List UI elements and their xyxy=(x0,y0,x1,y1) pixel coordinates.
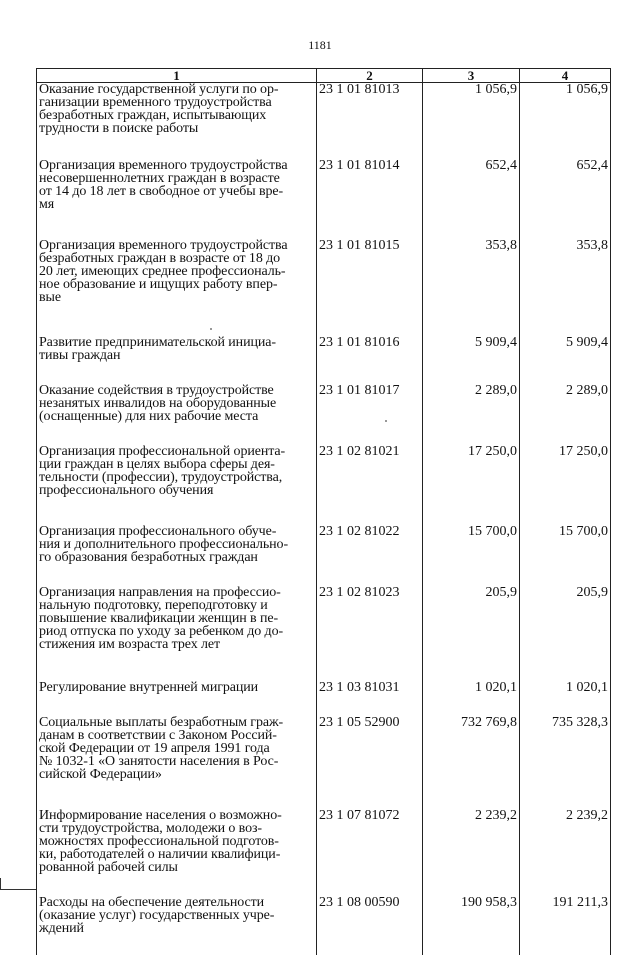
row-value-col4: 2 239,2 xyxy=(520,809,611,896)
row-name-cell xyxy=(37,445,317,525)
row-value-col4: 353,8 xyxy=(520,239,611,336)
table-row xyxy=(37,445,611,525)
scan-speck xyxy=(385,420,387,422)
row-name-line: тивы граждан xyxy=(39,349,314,362)
row-name-line: мя xyxy=(39,198,314,211)
row-value-col4: 191 211,3 xyxy=(520,896,611,955)
row-name-line: № 1032-1 «О занятости населения в Рос- xyxy=(39,755,314,768)
row-value-col3: 17 250,0 xyxy=(423,445,520,525)
row-name-line: Развитие предпринимательской инициа- xyxy=(39,336,314,349)
row-name-line: Социальные выплаты безработным граж- xyxy=(39,716,314,729)
row-name-line: ния и дополнительного профессионально- xyxy=(39,538,314,551)
row-value-col3: 190 958,3 xyxy=(423,896,520,955)
row-name-line: ганизации временного трудоустройства xyxy=(39,96,314,109)
row-name-line: данам в соответствии с Законом Россий- xyxy=(39,729,314,742)
budget-table xyxy=(36,68,611,955)
row-code-cell: 23 1 07 81072 xyxy=(317,809,423,896)
row-value-col3: 5 909,4 xyxy=(423,336,520,384)
row-name-line: Расходы на обеспечение деятельности xyxy=(39,896,314,909)
row-value-col4: 15 700,0 xyxy=(520,525,611,586)
row-name-line: (оказание услуг) государственных учре- xyxy=(39,909,314,922)
row-value-col3: 15 700,0 xyxy=(423,525,520,586)
row-value-col3: 1 020,1 xyxy=(423,681,520,716)
row-name-line: Организация профессионального обуче- xyxy=(39,525,314,538)
row-name-line: безработных граждан, испытывающих xyxy=(39,109,314,122)
table-row xyxy=(37,239,611,336)
row-name-line: (оснащенные) для них рабочие места xyxy=(39,410,314,423)
row-name-line: нальную подготовку, переподготовку и xyxy=(39,599,314,612)
row-code-cell: 23 1 05 52900 xyxy=(317,716,423,809)
row-value-col4: 652,4 xyxy=(520,159,611,239)
row-name-line: Организация направления на профессио- xyxy=(39,586,314,599)
row-name-line: ции граждан в целях выбора сферы дея- xyxy=(39,458,314,471)
row-code-cell: 23 1 08 00590 xyxy=(317,896,423,955)
row-value-col4: 5 909,4 xyxy=(520,336,611,384)
row-name-line: стижения им возраста трех лет xyxy=(39,638,314,651)
row-name-line: несовершеннолетних граждан в возрасте xyxy=(39,172,314,185)
column-header-1: 1 xyxy=(37,69,317,83)
row-value-col3: 353,8 xyxy=(423,239,520,336)
row-name-line: от 14 до 18 лет в свободное от учебы вре- xyxy=(39,185,314,198)
row-name-line: можностях профессиональной подготов- xyxy=(39,835,314,848)
table-header-row xyxy=(37,69,611,83)
row-code-cell: 23 1 01 81016 xyxy=(317,336,423,384)
row-name-line: Организация временного трудоустройства xyxy=(39,239,314,252)
row-name-line: сти трудоустройства, молодежи о воз- xyxy=(39,822,314,835)
row-name-cell xyxy=(37,384,317,445)
row-name-line: вые xyxy=(39,291,314,304)
table-row xyxy=(37,159,611,239)
table-row xyxy=(37,681,611,716)
row-value-col4: 17 250,0 xyxy=(520,445,611,525)
row-value-col3: 2 289,0 xyxy=(423,384,520,445)
row-value-col3: 1 056,9 xyxy=(423,83,520,160)
scan-speck xyxy=(210,328,212,330)
row-value-col4: 735 328,3 xyxy=(520,716,611,809)
row-name-line: ное образование и ищущих работу впер- xyxy=(39,278,314,291)
row-code-cell: 23 1 01 81014 xyxy=(317,159,423,239)
row-name-cell xyxy=(37,681,317,716)
row-value-col4: 1 020,1 xyxy=(520,681,611,716)
row-name-line: Организация временного трудоустройства xyxy=(39,159,314,172)
row-name-cell xyxy=(37,83,317,160)
table-row xyxy=(37,525,611,586)
margin-mark-vertical xyxy=(0,878,1,890)
row-code-cell: 23 1 02 81022 xyxy=(317,525,423,586)
row-name-line: трудности в поиске работы xyxy=(39,122,314,135)
row-value-col3: 2 239,2 xyxy=(423,809,520,896)
row-value-col3: 652,4 xyxy=(423,159,520,239)
row-value-col4: 2 289,0 xyxy=(520,384,611,445)
row-name-cell xyxy=(37,239,317,336)
row-name-line: 20 лет, имеющих среднее профессиональ- xyxy=(39,265,314,278)
page-number: 1181 xyxy=(0,38,640,53)
row-code-cell: 23 1 03 81031 xyxy=(317,681,423,716)
row-name-line: рованной рабочей силы xyxy=(39,861,314,874)
row-name-line: риод отпуска по уходу за ребенком до до- xyxy=(39,625,314,638)
row-name-cell xyxy=(37,716,317,809)
row-code-cell: 23 1 02 81023 xyxy=(317,586,423,681)
row-name-line: ки, работодателей о наличии квалифици- xyxy=(39,848,314,861)
row-name-line: незанятых инвалидов на оборудованные xyxy=(39,397,314,410)
table-row xyxy=(37,83,611,160)
table-row xyxy=(37,586,611,681)
row-value-col3: 205,9 xyxy=(423,586,520,681)
table-row xyxy=(37,809,611,896)
row-name-line: безработных граждан в возрасте от 18 до xyxy=(39,252,314,265)
table-body xyxy=(37,83,611,955)
row-name-cell xyxy=(37,336,317,384)
row-code-cell: 23 1 02 81021 xyxy=(317,445,423,525)
row-name-line: Оказание государственной услуги по ор- xyxy=(39,83,314,96)
margin-mark xyxy=(0,889,36,890)
row-name-line: го образования безработных граждан xyxy=(39,551,314,564)
row-value-col4: 1 056,9 xyxy=(520,83,611,160)
column-header-3: 3 xyxy=(423,69,520,83)
row-name-line: Организация профессиональной ориента- xyxy=(39,445,314,458)
row-code-cell: 23 1 01 81017 xyxy=(317,384,423,445)
row-name-cell xyxy=(37,159,317,239)
row-name-line: ждений xyxy=(39,922,314,935)
row-name-line: Регулирование внутренней миграции xyxy=(39,681,314,694)
row-name-cell xyxy=(37,586,317,681)
table-row xyxy=(37,336,611,384)
row-code-cell: 23 1 01 81013 xyxy=(317,83,423,160)
table-row xyxy=(37,384,611,445)
row-name-line: ской Федерации от 19 апреля 1991 года xyxy=(39,742,314,755)
row-name-line: тельности (профессии), трудоустройства, xyxy=(39,471,314,484)
column-header-4: 4 xyxy=(520,69,611,83)
column-header-2: 2 xyxy=(317,69,423,83)
row-value-col4: 205,9 xyxy=(520,586,611,681)
row-code-cell: 23 1 01 81015 xyxy=(317,239,423,336)
row-value-col3: 732 769,8 xyxy=(423,716,520,809)
row-name-cell xyxy=(37,525,317,586)
row-name-line: профессионального обучения xyxy=(39,484,314,497)
row-name-line: повышение квалификации женщин в пе- xyxy=(39,612,314,625)
row-name-line: сийской Федерации» xyxy=(39,768,314,781)
row-name-cell xyxy=(37,809,317,896)
row-name-line: Информирование населения о возможно- xyxy=(39,809,314,822)
table-row xyxy=(37,716,611,809)
row-name-line: Оказание содействия в трудоустройстве xyxy=(39,384,314,397)
